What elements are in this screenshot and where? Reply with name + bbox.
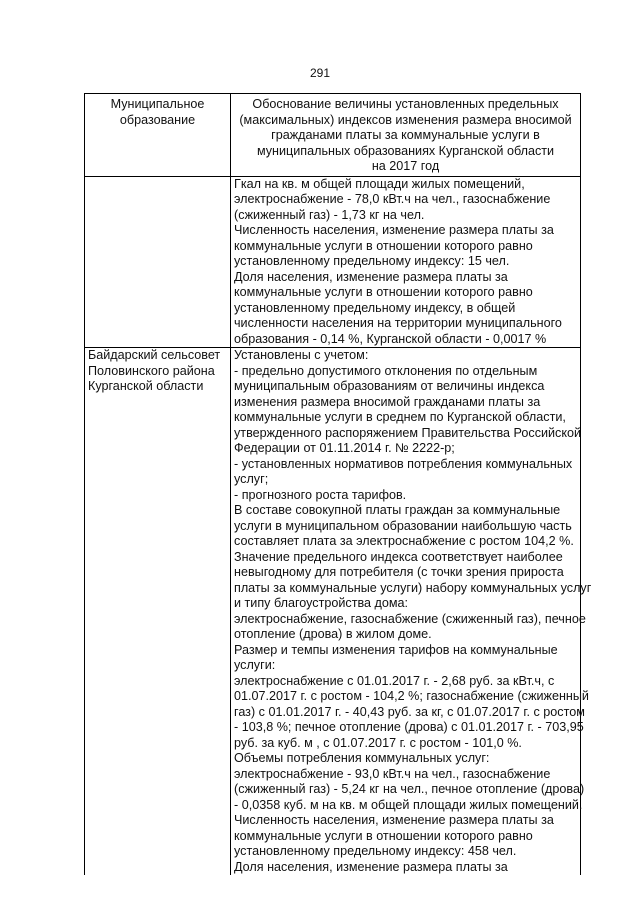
text-line: муниципальным образованиям от величины индекса bbox=[234, 379, 545, 393]
text-line: составляет плата за электроснабжение с ростом 104,2 %. bbox=[234, 534, 574, 548]
text-line: - установленных нормативов потребления коммунальных bbox=[234, 456, 573, 471]
text-line: коммунальные услуги в отношении которого равно bbox=[234, 828, 533, 843]
text-line: утвержденного распоряжением Правительства Российской bbox=[234, 425, 582, 440]
header-justification bbox=[231, 94, 581, 177]
text-line: коммунальные услуги в среднем по Курганской области, bbox=[234, 410, 566, 424]
text-line: Численность населения, изменение размера платы за bbox=[234, 223, 554, 237]
text-line: (сжиженный газ) - 5,24 кг на чел., печное отопление (дрова) bbox=[234, 782, 585, 796]
text-line: установленному предельному индексу: 458 чел. bbox=[234, 844, 517, 858]
text-line: (сжиженный газ) - 1,73 кг на чел. bbox=[234, 207, 425, 222]
text-line: (максимальных) индексов изменения размера вносимой bbox=[239, 112, 572, 127]
text-line: образования - 0,14 %, Курганской области - 0,0017 % bbox=[234, 331, 547, 346]
text-line: газ) с 01.01.2017 г. - 40,43 руб. за кг, с 01.07.2017 г. с ростом bbox=[234, 704, 585, 719]
header-justification-text bbox=[233, 97, 578, 175]
text-line: на 2017 год bbox=[371, 159, 440, 173]
text-line: отопление (дрова) в жилом доме. bbox=[234, 627, 432, 641]
text-line: В составе совокупной платы граждан за коммунальные bbox=[234, 503, 561, 517]
text-line: Обоснование величины установленных предельных bbox=[252, 97, 559, 111]
text-line: электроснабжение с 01.01.2017 г. - 2,68 руб. за кВт.ч, с bbox=[234, 673, 555, 688]
text-line: Курганской области bbox=[88, 379, 204, 393]
text-line: руб. за куб. м , с 01.07.2017 г. с ростом - 101,0 %. bbox=[234, 735, 522, 750]
text-line: - 0,0358 куб. м на кв. м общей площади жилых помещений. bbox=[234, 797, 583, 812]
text-line: невыгодному для потребителя (с точки зрения прироста bbox=[234, 565, 564, 579]
header-municipality-text bbox=[87, 97, 228, 128]
table-row bbox=[85, 176, 581, 348]
text-line: Численность населения, изменение размера платы за bbox=[234, 813, 554, 827]
text-line: - предельно допустимого отклонения по отдельным bbox=[234, 363, 538, 378]
row2-municipality-cell bbox=[85, 348, 231, 876]
text-line: коммунальные услуги в отношении которого равно bbox=[234, 285, 533, 299]
table-header-row bbox=[85, 94, 581, 177]
text-line: Половинского района bbox=[88, 363, 215, 378]
text-line: услуг; bbox=[234, 472, 269, 486]
row1-text-cell bbox=[231, 176, 581, 348]
text-line: численности населения на территории муниципального bbox=[234, 316, 562, 330]
text-line: Размер и темпы изменения тарифов на коммунальные bbox=[234, 642, 558, 657]
text-line: Доля населения, изменение размера платы за bbox=[234, 269, 508, 284]
text-line: электроснабжение, газоснабжение (сжиженный газ), печное bbox=[234, 611, 586, 626]
row1-text bbox=[234, 177, 580, 348]
text-line: образование bbox=[119, 112, 196, 127]
row2-text bbox=[234, 348, 592, 875]
text-line: установленному предельному индексу: 15 чел. bbox=[234, 254, 510, 268]
table-row bbox=[85, 348, 581, 876]
text-line: - прогнозного роста тарифов. bbox=[234, 487, 407, 502]
text-line: электроснабжение - 93,0 кВт.ч на чел., газоснабжение bbox=[234, 766, 551, 781]
text-line: Федерации от 01.11.2014 г. № 2222-р; bbox=[234, 441, 455, 455]
text-line: Объемы потребления коммунальных услуг: bbox=[234, 751, 490, 765]
text-line: муниципальных образованиях Курганской области bbox=[256, 143, 555, 158]
text-line: услуги в муниципальном образовании наибольшую часть bbox=[234, 518, 572, 533]
text-line: Значение предельного индекса соответствует наиболее bbox=[234, 549, 563, 564]
text-line: платы за коммунальные услуги) набору коммунальных услуг bbox=[234, 580, 592, 595]
row2-text-cell bbox=[231, 348, 592, 876]
text-line: услуги: bbox=[234, 658, 276, 672]
text-line: изменения размера вносимой гражданами платы за bbox=[234, 394, 541, 409]
text-line: и типу благоустройства дома: bbox=[234, 596, 409, 610]
text-line: Гкал на кв. м общей площади жилых помещений, bbox=[234, 176, 525, 191]
text-line: Муниципальное bbox=[110, 97, 205, 111]
text-line: Установлены с учетом: bbox=[234, 348, 369, 362]
tariff-table bbox=[84, 93, 592, 875]
text-line: электроснабжение - 78,0 кВт.ч на чел., газоснабжение bbox=[234, 192, 551, 206]
text-line: Доля населения, изменение размера платы за bbox=[234, 859, 508, 874]
text-line: - 103,8 %; печное отопление (дрова) с 01.01.2017 г. - 703,95 bbox=[234, 720, 584, 734]
text-line: гражданами платы за коммунальные услуги в bbox=[271, 128, 540, 142]
page-number: 291 bbox=[309, 66, 331, 80]
text-line: коммунальные услуги в отношении которого равно bbox=[234, 238, 533, 253]
row2-municipality bbox=[88, 348, 230, 395]
text-line: установленному предельному индексу, в общей bbox=[234, 300, 516, 315]
row1-municipality-cell bbox=[85, 176, 231, 348]
header-municipality bbox=[85, 94, 231, 177]
text-line: Байдарский сельсовет bbox=[88, 348, 221, 362]
text-line: 01.07.2017 г. с ростом - 104,2 %; газоснабжение (сжиженный bbox=[234, 689, 589, 703]
